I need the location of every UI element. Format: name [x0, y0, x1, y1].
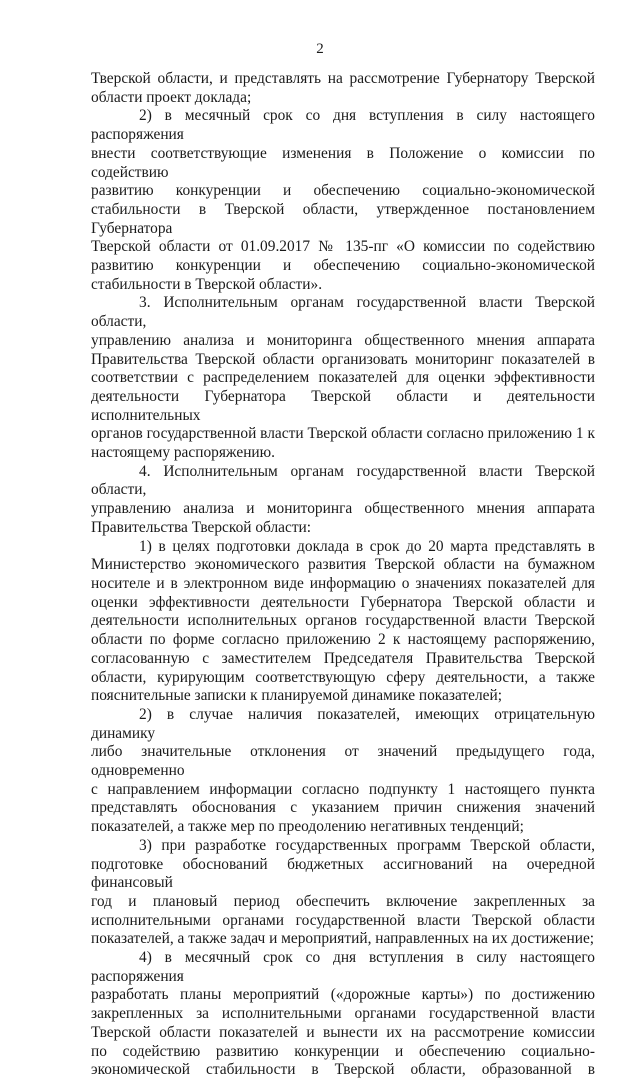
paragraph — [91, 107, 595, 294]
text-line: 4. Исполнительным органам государственной власти Тверской области, — [91, 462, 595, 499]
paragraph — [91, 837, 595, 949]
text-line: стабильности в Тверской области, утвержденное постановлением Губернатора — [91, 200, 595, 237]
text-line: год и плановый период обеспечить включение закрепленных за — [91, 892, 595, 910]
paragraph — [91, 294, 595, 462]
text-line: экономической стабильности в Тверской области, образованной в — [91, 1061, 595, 1079]
text-line: соответствии с распределением показателей для оценки эффективности — [91, 369, 595, 387]
text-line: Правительства Тверской области: — [91, 518, 312, 536]
paragraph — [91, 538, 595, 706]
text-line: управлению анализа и мониторинга общественного мнения аппарата — [91, 500, 595, 518]
text-line: области проект доклада; — [91, 88, 252, 106]
paragraph — [91, 949, 595, 1080]
text-line: по содействию развитию конкуренции и обеспечению социально- — [91, 1042, 595, 1060]
text-line: представлять обоснования с указанием причин снижения значений — [91, 799, 595, 817]
text-line: Тверской области, и представлять на рассмотрение Губернатору Тверской — [91, 70, 595, 87]
text-line: 3. Исполнительным органам государственной власти Тверской области, — [91, 294, 595, 331]
text-line: показателей, а также задач и мероприятий, направленных на их достижение; — [91, 930, 595, 948]
text-line: с направлением информации согласно подпункту 1 настоящего пункта — [91, 780, 595, 798]
paragraph — [91, 463, 595, 538]
paragraph — [91, 706, 595, 837]
text-line: настоящему распоряжению. — [91, 444, 276, 462]
text-line: деятельности Губернатора Тверской области и деятельности исполнительных — [91, 387, 595, 424]
text-line: Правительства Тверской области организовать мониторинг показателей в — [91, 350, 595, 368]
text-line: Министерство экономического развития Тверской области на бумажном — [91, 556, 595, 574]
text-line: Тверской области показателей и вынести их на рассмотрение комиссии — [91, 1023, 595, 1041]
paragraph — [91, 70, 595, 107]
document-body — [91, 70, 595, 1080]
text-line: внести соответствующие изменения в Положение о комиссии по содействию — [91, 144, 595, 181]
text-line: области, курирующим соответствующую сферу деятельности, а также — [91, 668, 595, 686]
text-line: 1) в целях подготовки доклада в срок до 20 марта представлять в — [139, 537, 595, 555]
text-line: пояснительные записки к планируемой динамике показателей; — [91, 687, 502, 705]
page-number: 2 — [316, 41, 324, 57]
text-line: органов государственной власти Тверской области согласно приложению 1 к — [91, 425, 595, 443]
text-line: Тверской области от 01.09.2017 № 135-пг «О комиссии по содействию — [91, 238, 595, 256]
text-line: развитию конкуренции и обеспечению социально-экономической — [91, 257, 595, 275]
text-line: согласованную с заместителем Председателя Правительства Тверской — [91, 649, 595, 667]
text-line: показателей, а также мер по преодолению негативных тенденций; — [91, 818, 524, 836]
text-line: носителе и в электронном виде информацию о значениях показателей для — [91, 574, 595, 592]
text-line: стабильности в Тверской области». — [91, 275, 323, 293]
text-line: области по форме согласно приложению 2 к настоящему распоряжению, — [91, 631, 595, 649]
text-line: закрепленных за исполнительными органами государственной власти — [91, 1005, 595, 1023]
text-line: 2) в случае наличия показателей, имеющих отрицательную динамику — [91, 705, 595, 742]
text-line: 4) в месячный срок со дня вступления в силу настоящего распоряжения — [91, 949, 595, 985]
text-line: разработать планы мероприятий («дорожные карты») по достижению — [91, 986, 595, 1004]
text-line: деятельности исполнительных органов государственной власти Тверской — [91, 612, 595, 630]
text-line: исполнительными органами государственной власти Тверской области — [91, 911, 595, 929]
text-line: подготовке обоснований бюджетных ассигнований на очередной финансовый — [91, 855, 595, 892]
text-line: управлению анализа и мониторинга общественного мнения аппарата — [91, 331, 595, 349]
text-line: либо значительные отклонения от значений предыдущего года, одновременно — [91, 743, 595, 780]
text-line: развитию конкуренции и обеспечению социально-экономической — [91, 182, 595, 200]
text-line: 3) при разработке государственных программ Тверской области, — [139, 836, 595, 854]
text-line: 2) в месячный срок со дня вступления в силу настоящего распоряжения — [91, 107, 595, 144]
text-line: оценки эффективности деятельности Губернатора Тверской области и — [91, 593, 595, 611]
